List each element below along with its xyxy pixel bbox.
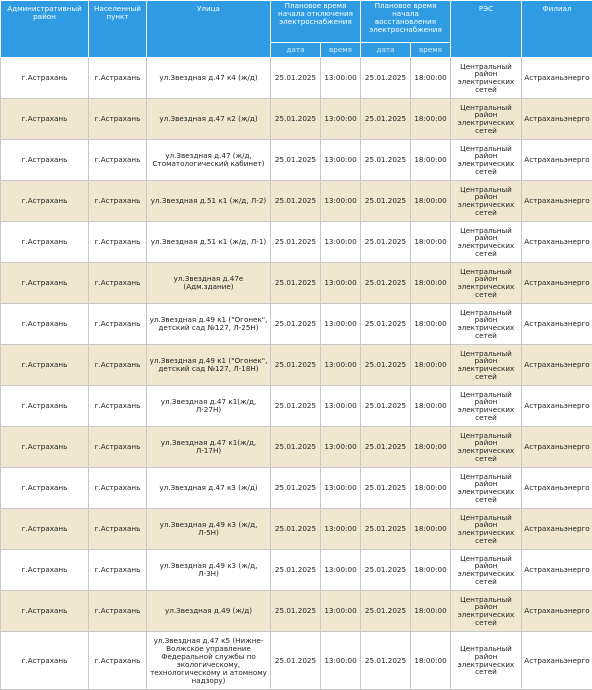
cell-district: г.Астрахань [1,181,89,222]
cell-on-time: 18:00:00 [411,632,451,690]
cell-res: Центральный район электрических сетей [451,304,522,345]
cell-off-date: 25.01.2025 [271,140,321,181]
cell-street: ул.Звездная д.47 к5 (Нижне-Волжское управление Федеральной службы по экологическому, технологическому и атомному надзору) [147,632,271,690]
cell-branch: Астраханьэнерго [522,468,592,509]
cell-branch: Астраханьэнерго [522,632,592,690]
cell-on-time: 18:00:00 [411,427,451,468]
cell-locality: г.Астрахань [89,58,147,99]
cell-off-time: 13:00:00 [321,304,361,345]
cell-locality: г.Астрахань [89,263,147,304]
cell-locality: г.Астрахань [89,632,147,690]
cell-off-date: 25.01.2025 [271,386,321,427]
cell-district: г.Астрахань [1,99,89,140]
cell-locality: г.Астрахань [89,550,147,591]
header-branch: Филиал [522,1,592,58]
cell-branch: Астраханьэнерго [522,99,592,140]
header-street: Улица [147,1,271,58]
cell-street: ул.Звездная д.47 к1(ж/д, Л-17Н) [147,427,271,468]
cell-on-date: 25.01.2025 [361,591,411,632]
header-res: РЭС [451,1,522,58]
table-row [1,263,592,304]
header-restore-start: Плановое время начала восстановления электроснабжения [361,1,451,43]
cell-branch: Астраханьэнерго [522,550,592,591]
cell-off-date: 25.01.2025 [271,427,321,468]
table-row [1,304,592,345]
table-row [1,509,592,550]
subheader-off-date: дата [271,43,321,58]
cell-off-date: 25.01.2025 [271,304,321,345]
cell-branch: Астраханьэнерго [522,345,592,386]
cell-on-date: 25.01.2025 [361,427,411,468]
table-row [1,222,592,263]
cell-on-date: 25.01.2025 [361,263,411,304]
cell-on-time: 18:00:00 [411,140,451,181]
cell-locality: г.Астрахань [89,140,147,181]
cell-branch: Астраханьэнерго [522,181,592,222]
cell-branch: Астраханьэнерго [522,427,592,468]
cell-locality: г.Астрахань [89,304,147,345]
cell-district: г.Астрахань [1,304,89,345]
cell-district: г.Астрахань [1,632,89,690]
table-row [1,591,592,632]
cell-on-time: 18:00:00 [411,509,451,550]
table-row [1,386,592,427]
cell-street: ул.Звездная д.47 (ж/д, Стоматологический кабинет) [147,140,271,181]
cell-off-date: 25.01.2025 [271,181,321,222]
cell-locality: г.Астрахань [89,181,147,222]
cell-on-time: 18:00:00 [411,591,451,632]
cell-locality: г.Астрахань [89,345,147,386]
cell-on-time: 18:00:00 [411,550,451,591]
cell-on-date: 25.01.2025 [361,345,411,386]
header-locality: Населенный пункт [89,1,147,58]
cell-street: ул.Звездная д.49 к1 ("Огонек", детский сад №127, Л-25Н) [147,304,271,345]
cell-district: г.Астрахань [1,427,89,468]
cell-branch: Астраханьэнерго [522,222,592,263]
cell-branch: Астраханьэнерго [522,263,592,304]
cell-off-date: 25.01.2025 [271,509,321,550]
cell-on-date: 25.01.2025 [361,99,411,140]
cell-street: ул.Звездная д.49 к3 (ж/д, Л-3Н) [147,550,271,591]
cell-on-time: 18:00:00 [411,58,451,99]
cell-district: г.Астрахань [1,263,89,304]
cell-locality: г.Астрахань [89,591,147,632]
cell-res: Центральный район электрических сетей [451,427,522,468]
table-row [1,550,592,591]
cell-district: г.Астрахань [1,140,89,181]
cell-street: ул.Звездная д.51 к1 (ж/д, Л-2) [147,181,271,222]
cell-res: Центральный район электрических сетей [451,591,522,632]
cell-res: Центральный район электрических сетей [451,345,522,386]
cell-locality: г.Астрахань [89,427,147,468]
cell-street: ул.Звездная д.49 к3 (ж/д, Л-5Н) [147,509,271,550]
cell-on-date: 25.01.2025 [361,468,411,509]
subheader-off-time: время [321,43,361,58]
cell-district: г.Астрахань [1,58,89,99]
cell-res: Центральный район электрических сетей [451,58,522,99]
cell-street: ул.Звездная д.49 к1 ("Огонек", детский сад №127, Л-18Н) [147,345,271,386]
cell-off-time: 13:00:00 [321,345,361,386]
cell-off-time: 13:00:00 [321,468,361,509]
cell-street: ул.Звездная д.47 к2 (ж/д) [147,99,271,140]
cell-off-time: 13:00:00 [321,591,361,632]
subheader-on-time: время [411,43,451,58]
cell-res: Центральный район электрических сетей [451,632,522,690]
cell-off-time: 13:00:00 [321,632,361,690]
table-row [1,58,592,99]
table-row [1,468,592,509]
cell-on-time: 18:00:00 [411,263,451,304]
cell-branch: Астраханьэнерго [522,591,592,632]
cell-res: Центральный район электрических сетей [451,99,522,140]
cell-off-date: 25.01.2025 [271,99,321,140]
cell-on-date: 25.01.2025 [361,304,411,345]
cell-district: г.Астрахань [1,386,89,427]
cell-off-date: 25.01.2025 [271,263,321,304]
cell-on-time: 18:00:00 [411,304,451,345]
cell-off-date: 25.01.2025 [271,550,321,591]
cell-on-date: 25.01.2025 [361,222,411,263]
cell-branch: Астраханьэнерго [522,58,592,99]
table-row [1,345,592,386]
cell-street: ул.Звездная д.47е (Адм.здание) [147,263,271,304]
cell-off-time: 13:00:00 [321,222,361,263]
cell-res: Центральный район электрических сетей [451,263,522,304]
cell-off-time: 13:00:00 [321,99,361,140]
cell-on-time: 18:00:00 [411,222,451,263]
cell-branch: Астраханьэнерго [522,140,592,181]
cell-street: ул.Звездная д.47 к4 (ж/д) [147,58,271,99]
table-row [1,181,592,222]
cell-off-time: 13:00:00 [321,181,361,222]
cell-street: ул.Звездная д.49 (ж/д) [147,591,271,632]
table-row [1,427,592,468]
cell-off-date: 25.01.2025 [271,591,321,632]
subheader-on-date: дата [361,43,411,58]
cell-on-date: 25.01.2025 [361,386,411,427]
cell-res: Центральный район электрических сетей [451,181,522,222]
table-body [1,58,592,690]
cell-on-time: 18:00:00 [411,468,451,509]
cell-off-date: 25.01.2025 [271,222,321,263]
cell-locality: г.Астрахань [89,99,147,140]
cell-on-time: 18:00:00 [411,345,451,386]
cell-off-time: 13:00:00 [321,263,361,304]
cell-on-date: 25.01.2025 [361,181,411,222]
cell-off-time: 13:00:00 [321,509,361,550]
cell-on-time: 18:00:00 [411,181,451,222]
cell-locality: г.Астрахань [89,386,147,427]
cell-street: ул.Звездная д.47 к1(ж/д, Л-27Н) [147,386,271,427]
cell-district: г.Астрахань [1,468,89,509]
table-row [1,140,592,181]
cell-district: г.Астрахань [1,550,89,591]
cell-off-time: 13:00:00 [321,58,361,99]
cell-street: ул.Звездная д.51 к1 (ж/д, Л-1) [147,222,271,263]
cell-branch: Астраханьэнерго [522,509,592,550]
table-header [1,1,592,58]
header-district: Административный район [1,1,89,58]
cell-off-date: 25.01.2025 [271,468,321,509]
cell-on-time: 18:00:00 [411,386,451,427]
cell-on-date: 25.01.2025 [361,509,411,550]
table-row [1,632,592,690]
cell-district: г.Астрахань [1,509,89,550]
cell-res: Центральный район электрических сетей [451,386,522,427]
cell-off-time: 13:00:00 [321,140,361,181]
cell-off-date: 25.01.2025 [271,345,321,386]
cell-locality: г.Астрахань [89,509,147,550]
cell-locality: г.Астрахань [89,222,147,263]
cell-off-date: 25.01.2025 [271,632,321,690]
cell-off-time: 13:00:00 [321,427,361,468]
cell-on-date: 25.01.2025 [361,58,411,99]
cell-district: г.Астрахань [1,222,89,263]
cell-street: ул.Звездная д.47 к3 (ж/д) [147,468,271,509]
cell-off-time: 13:00:00 [321,386,361,427]
cell-on-date: 25.01.2025 [361,550,411,591]
cell-res: Центральный район электрических сетей [451,222,522,263]
cell-district: г.Астрахань [1,591,89,632]
cell-district: г.Астрахань [1,345,89,386]
header-outage-start: Плановое время начала отключения электроснабжения [271,1,361,43]
cell-branch: Астраханьэнерго [522,386,592,427]
cell-res: Центральный район электрических сетей [451,468,522,509]
cell-locality: г.Астрахань [89,468,147,509]
cell-on-date: 25.01.2025 [361,632,411,690]
cell-off-time: 13:00:00 [321,550,361,591]
cell-res: Центральный район электрических сетей [451,509,522,550]
cell-on-date: 25.01.2025 [361,140,411,181]
cell-res: Центральный район электрических сетей [451,550,522,591]
cell-branch: Астраханьэнерго [522,304,592,345]
table-row [1,99,592,140]
cell-res: Центральный район электрических сетей [451,140,522,181]
cell-off-date: 25.01.2025 [271,58,321,99]
cell-on-time: 18:00:00 [411,99,451,140]
